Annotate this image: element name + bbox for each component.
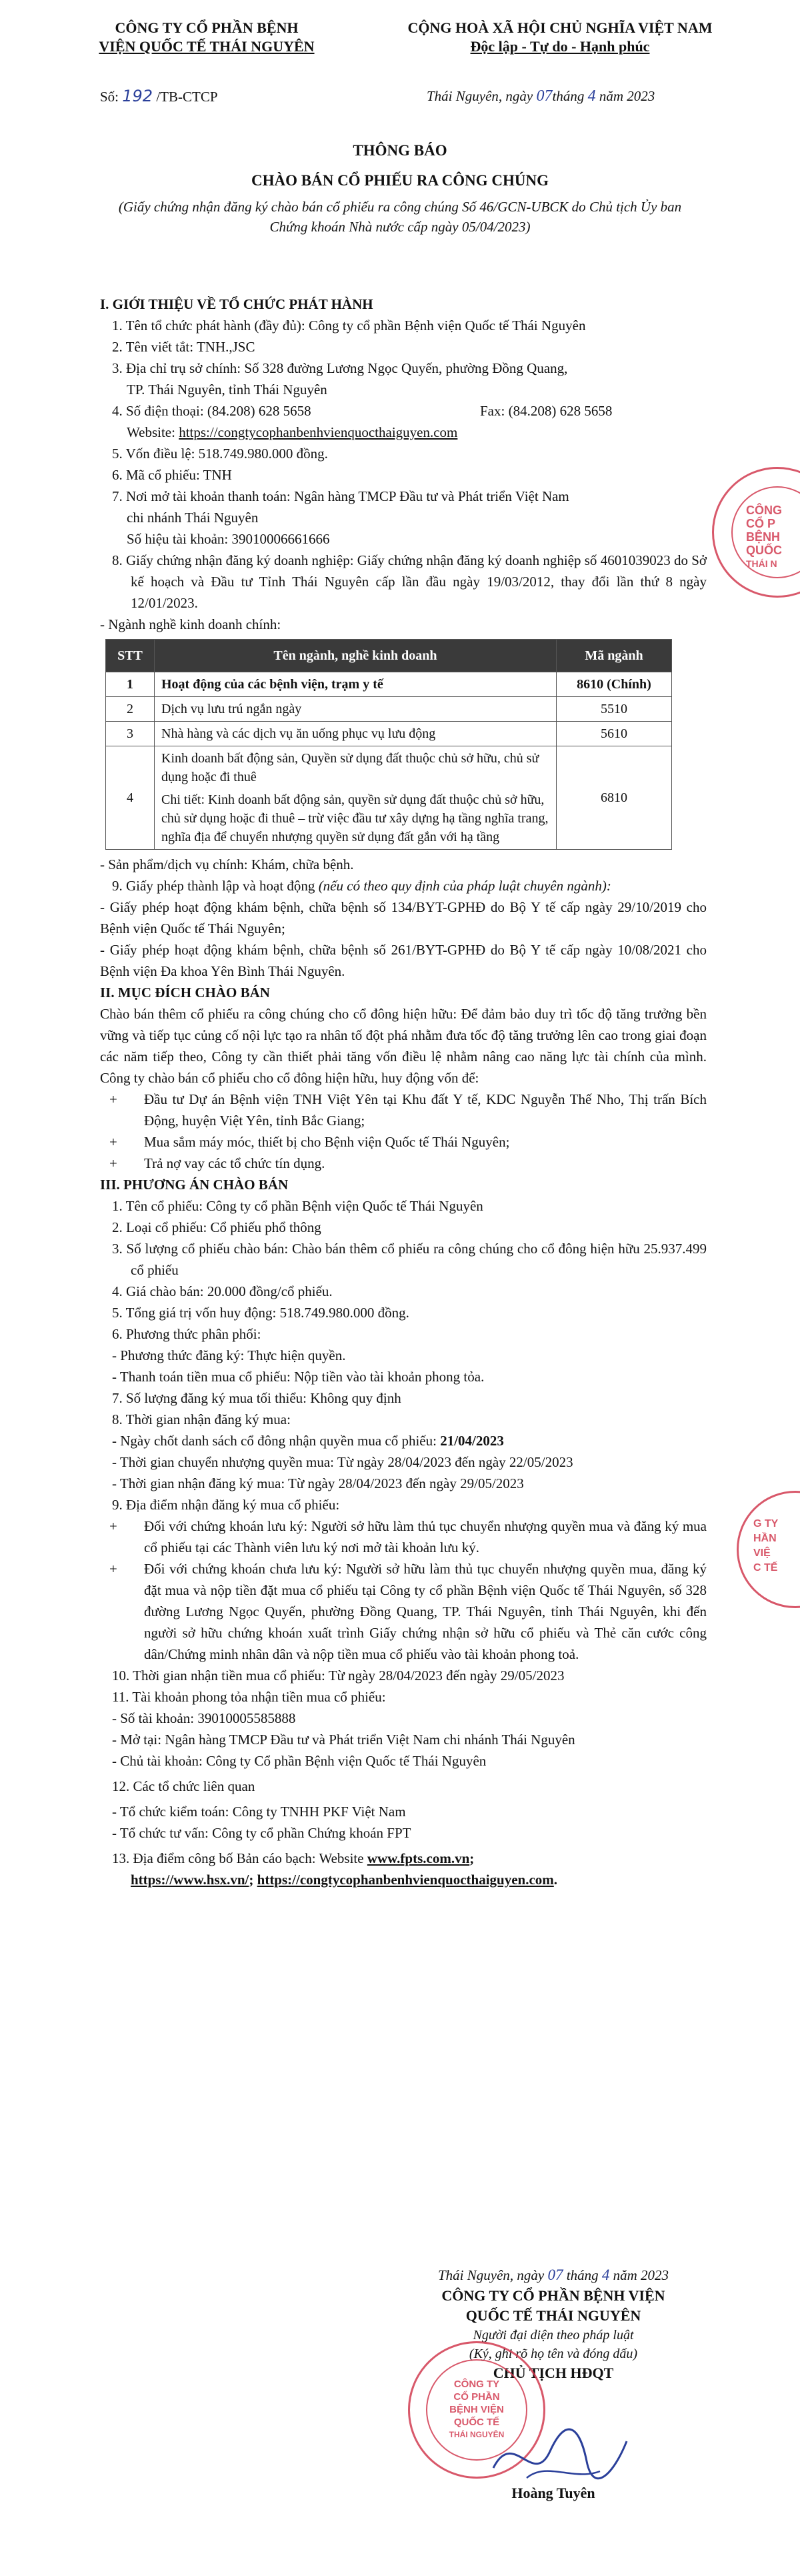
s3-item-7: 7. Số lượng đăng ký mua tối thiểu: Không quy định bbox=[112, 1390, 401, 1406]
handwritten-day: 07 bbox=[536, 87, 553, 105]
s1-item-3-cont: TP. Thái Nguyên, tỉnh Thái Nguyên bbox=[127, 382, 327, 398]
document-number: Số: 192 /TB-CTCP bbox=[100, 87, 218, 105]
table-row: 2 Dịch vụ lưu trú ngắn ngày 5510 bbox=[106, 697, 672, 722]
s3-item-3: 3. Số lượng cổ phiếu chào bán: Chào bán thêm cổ phiếu ra công chúng cho cổ đông hiện hữu 25.937.499 cổ phiếu bbox=[112, 1241, 707, 1278]
s3-item-6: 6. Phương thức phân phối: bbox=[112, 1326, 261, 1342]
s3-item-9a: + Đối với chứng khoán lưu ký: Người sở hữu làm thủ tục chuyển nhượng quyền mua và đăng ký mua cổ phiếu tại các Thành viên lưu ký nơi mở tài khoản lưu ký. bbox=[109, 1518, 707, 1555]
sign-rep: Người đại diện theo pháp luật bbox=[473, 2328, 634, 2343]
s3-item-12b: - Tổ chức tư vấn: Công ty cổ phần Chứng khoán FPT bbox=[112, 1825, 411, 1841]
doc-subtitle: (Giấy chứng nhận đăng ký chào bán cổ phiếu ra công chúng Số 46/GCN-UBCK do Chủ tịch Ủy ban Chứng khoán Nhà nước cấp ngày 05/04/2023) bbox=[118, 199, 682, 235]
nation-header bbox=[373, 19, 747, 56]
s1-item-7: 7. Nơi mở tài khoản thanh toán: Ngân hàng TMCP Đầu tư và Phát triển Việt Nam bbox=[112, 488, 569, 504]
s1-item-8: 8. Giấy chứng nhận đăng ký doanh nghiệp: Giấy chứng nhận đăng ký doanh nghiệp số 4601039023 do Sở kế hoạch và Đầu tư Tỉnh Thái Nguyên cấp lần đầu ngày 19/03/2012, thay đổi lần thứ 8 ngày 12/01/2023. bbox=[112, 552, 707, 611]
sign-position: CHỦ TỊCH HĐQT bbox=[493, 2365, 614, 2381]
s3-item-8: 8. Thời gian nhận đăng ký mua: bbox=[112, 1411, 291, 1427]
col-stt: STT bbox=[106, 640, 155, 672]
sign-date: Thái Nguyên, ngày 07 tháng 4 năm 2023 bbox=[438, 2267, 669, 2283]
fpts-link[interactable]: www.fpts.com.vn bbox=[367, 1850, 470, 1866]
business-table bbox=[105, 639, 672, 850]
s1-item-9: 9. Giấy phép thành lập và hoạt động (nếu có theo quy định của pháp luật chuyên ngành): bbox=[112, 878, 611, 894]
table-row: 4 Kinh doanh bất động sản, Quyền sử dụng đất thuộc chủ sở hữu, chủ sử dụng hoặc đi thuê Chi tiết: Kinh doanh bất động sản, quyền sử dụng đất thuộc chủ sở hữu, chủ sử dụng hoặc đi thuê – trừ việc đầu tư xây dựng hạ tầng nghĩa trang, nghĩa địa để chuyển nhượng quyền sử dụng đất gắn với hạ tầng 6810 bbox=[106, 746, 672, 850]
section-2-heading: II. MỤC ĐÍCH CHÀO BÁN bbox=[100, 985, 270, 1001]
s2-bullet-2: + Mua sắm máy móc, thiết bị cho Bệnh viện Quốc tế Thái Nguyên; bbox=[109, 1134, 510, 1150]
s3-item-11: 11. Tài khoản phong tỏa nhận tiền mua cổ phiếu: bbox=[112, 1689, 386, 1705]
s1-item-5: 5. Vốn điều lệ: 518.749.980.000 đồng. bbox=[112, 446, 328, 462]
s1-item-7-account: Số hiệu tài khoản: 39010006661666 bbox=[127, 531, 330, 547]
website-link[interactable]: https://congtycophanbenhvienquocthaiguyen.com bbox=[179, 424, 458, 440]
row-4-detail: Chi tiết: Kinh doanh bất động sản, quyền sử dụng đất thuộc chủ sở hữu, chủ sử dụng hoặc đi thuê – trừ việc đầu tư xây dựng hạ tầng nghĩa trang, nghĩa địa để chuyển nhượng quyền sử dụng đất gắn với hạ tầng bbox=[161, 792, 549, 844]
s1-item-2: 2. Tên viết tắt: TNH.,JSC bbox=[112, 339, 255, 355]
handwritten-signature bbox=[487, 2415, 633, 2495]
s3-item-5: 5. Tổng giá trị vốn huy động: 518.749.980.000 đồng. bbox=[112, 1305, 409, 1321]
company-stamp-signature: CÔNG TY CỔ PHẦN BỆNH VIỆN QUỐC TẾ THÁI NGUYÊN bbox=[408, 2341, 545, 2479]
s1-item-4: 4. Số điện thoại: (84.208) 628 5658 Fax: (84.208) 628 5658 bbox=[100, 400, 707, 422]
table-row: 1 Hoạt động của các bệnh viện, trạm y tế 8610 (Chính) bbox=[106, 672, 672, 697]
s3-item-9b: + Đối với chứng khoán chưa lưu ký: Người sở hữu làm thủ tục chuyển nhượng quyền mua, đăng ký đặt mua và nộp tiền đặt mua cổ phiếu tại Công ty cổ phần Bệnh viện Quốc tế Thái Nguyên, số 328 đường Lương Ngọc Quyến, phường Đồng Quang, TP. Thái Nguyên, tỉnh Thái Nguyên, khi đến người sở hữu chứng khoán xuất trình Giấy chứng nhận sở hữu cổ phiếu và Thẻ căn cước công dân/Chứng minh nhân dân và nộp tiền mua cổ phiếu vào tài khoản phong toả. bbox=[109, 1561, 707, 1662]
s2-bullet-3: + Trả nợ vay các tổ chức tín dụng. bbox=[109, 1155, 325, 1171]
doc-title: THÔNG BÁO bbox=[353, 142, 447, 159]
sign-name: Hoàng Tuyên bbox=[511, 2485, 595, 2501]
place-date: Thái Nguyên, ngày 07tháng 4 năm 2023 bbox=[427, 87, 655, 105]
s3-item-1: 1. Tên cổ phiếu: Công ty cổ phần Bệnh viện Quốc tế Thái Nguyên bbox=[112, 1198, 483, 1214]
s3-item-11b: - Mở tại: Ngân hàng TMCP Đầu tư và Phát triển Việt Nam chi nhánh Thái Nguyên bbox=[112, 1732, 575, 1748]
s1-item-3: 3. Địa chỉ trụ sở chính: Số 328 đường Lương Ngọc Quyến, phường Đồng Quang, bbox=[112, 360, 568, 376]
s1-item-6: 6. Mã cổ phiếu: TNH bbox=[112, 467, 232, 483]
s3-item-11c: - Chủ tài khoản: Công ty Cổ phần Bệnh viện Quốc tế Thái Nguyên bbox=[112, 1753, 487, 1769]
fax: Fax: (84.208) 628 5658 bbox=[480, 403, 613, 419]
col-name: Tên ngành, nghề kinh doanh bbox=[155, 640, 557, 672]
biz-label: - Ngành nghề kinh doanh chính: bbox=[100, 616, 281, 632]
company-name-line2: VIỆN QUỐC TẾ THÁI NGUYÊN bbox=[99, 38, 315, 55]
nation-name: CỘNG HOÀ XÃ HỘI CHỦ NGHĨA VIỆT NAM bbox=[407, 19, 713, 36]
products-line: - Sản phẩm/dịch vụ chính: Khám, chữa bệnh. bbox=[100, 856, 354, 872]
company-stamp-top: CÔNG CỔ P BỆNH QUỐC THÁI N bbox=[712, 467, 800, 598]
section-1-heading: I. GIỚI THIỆU VỀ TỔ CHỨC PHÁT HÀNH bbox=[100, 296, 373, 312]
section-3-heading: III. PHƯƠNG ÁN CHÀO BÁN bbox=[100, 1177, 289, 1193]
col-code: Mã ngành bbox=[557, 640, 672, 672]
s2-bullet-1: + Đầu tư Dự án Bệnh viện TNH Việt Yên tại Khu đất Y tế, KDC Nguyễn Thế Nho, Thị trấn Bích Động, huyện Việt Yên, tỉnh Bắc Giang; bbox=[109, 1091, 707, 1129]
company-header bbox=[67, 19, 347, 56]
company-name-line1: CÔNG TY CỔ PHẦN BỆNH bbox=[115, 19, 299, 36]
page-seal-stamp: G TY HẦN VIỆ C TẾ bbox=[737, 1491, 800, 1608]
s3-item-12: 12. Các tổ chức liên quan bbox=[112, 1778, 255, 1794]
sign-company-2: QUỐC TẾ THÁI NGUYÊN bbox=[465, 2307, 641, 2324]
s3-item-6a: - Phương thức đăng ký: Thực hiện quyền. bbox=[112, 1347, 346, 1363]
s3-item-9: 9. Địa điểm nhận đăng ký mua cổ phiếu: bbox=[112, 1497, 340, 1513]
s1-item-7-cont: chi nhánh Thái Nguyên bbox=[127, 510, 259, 526]
s3-item-4: 4. Giá chào bán: 20.000 đồng/cổ phiếu. bbox=[112, 1283, 333, 1299]
document-body bbox=[100, 293, 707, 1890]
s2-paragraph: Chào bán thêm cổ phiếu ra công chúng cho cổ đông hiện hữu: Để đảm bảo duy trì tốc độ tăng trưởng bền vững và tiếp tục củng cố nội lực tạo ra nhân tố đột phá nhằm đưa tốc độ tăng trưởng lên cao trong giai đoạn các năm tiếp theo, Công ty cần thiết phải tăng vốn điều lệ nhằm nâng cao năng lực tài chính của mình. Công ty chào bán cổ phiếu cho cổ đông hiện hữu, huy động vốn để: bbox=[100, 1006, 707, 1086]
s1-website: Website: https://congtycophanbenhvienquocthaiguyen.com bbox=[127, 424, 458, 440]
license-1: - Giấy phép hoạt động khám bệnh, chữa bệnh số 134/BYT-GPHĐ do Bộ Y tế cấp ngày 29/10/2019 cho Bệnh viện Quốc tế Thái Nguyên; bbox=[100, 899, 707, 936]
s3-item-6b: - Thanh toán tiền mua cổ phiếu: Nộp tiền vào tài khoản phong tỏa. bbox=[112, 1369, 485, 1385]
sign-company-1: CÔNG TY CỔ PHẦN BỆNH VIỆN bbox=[441, 2287, 665, 2304]
s3-item-11a: - Số tài khoản: 39010005585888 bbox=[112, 1710, 296, 1726]
s3-item-2: 2. Loại cổ phiếu: Cổ phiếu phổ thông bbox=[112, 1219, 321, 1235]
s3-item-8b: - Thời gian chuyển nhượng quyền mua: Từ ngày 28/04/2023 đến ngày 22/05/2023 bbox=[112, 1454, 573, 1470]
s3-item-13: 13. Địa điểm công bố Bản cáo bạch: Website www.fpts.com.vn; bbox=[112, 1850, 475, 1866]
row-4-name: Kinh doanh bất động sản, Quyền sử dụng đất thuộc chủ sở hữu, chủ sử dụng hoặc đi thuê bbox=[161, 751, 539, 784]
s3-item-10: 10. Thời gian nhận tiền mua cổ phiếu: Từ ngày 28/04/2023 đến ngày 29/05/2023 bbox=[112, 1668, 565, 1684]
hsx-link[interactable]: https://www.hsx.vn/ bbox=[131, 1872, 249, 1888]
s3-item-12a: - Tổ chức kiểm toán: Công ty TNHH PKF Việt Nam bbox=[112, 1804, 406, 1820]
s3-item-8a: - Ngày chốt danh sách cổ đông nhận quyền mua cổ phiếu: 21/04/2023 bbox=[112, 1433, 504, 1449]
s3-item-8c: - Thời gian nhận đăng ký mua: Từ ngày 28/04/2023 đến ngày 29/05/2023 bbox=[112, 1475, 524, 1491]
s1-item-1: 1. Tên tổ chức phát hành (đầy đủ): Công ty cổ phần Bệnh viện Quốc tế Thái Nguyên bbox=[112, 317, 586, 334]
sign-note: (Ký, ghi rõ họ tên và đóng dấu) bbox=[469, 2347, 638, 2361]
company-site-link[interactable]: https://congtycophanbenhvienquocthaiguyen.com bbox=[257, 1872, 554, 1888]
license-2: - Giấy phép hoạt động khám bệnh, chữa bệnh số 261/BYT-GPHĐ do Bộ Y tế cấp ngày 10/08/2021 cho Bệnh viện Đa khoa Yên Bình Thái Nguyên. bbox=[100, 942, 707, 979]
s3-item-13-cont: https://www.hsx.vn/; https://congtycophanbenhvienquocthaiguyen.com. bbox=[131, 1872, 558, 1888]
doc-subject: CHÀO BÁN CỔ PHIẾU RA CÔNG CHÚNG bbox=[251, 172, 549, 189]
table-row: 3 Nhà hàng và các dịch vụ ăn uống phục vụ lưu động 5610 bbox=[106, 722, 672, 746]
handwritten-month: 4 bbox=[587, 87, 596, 105]
handwritten-number: 192 bbox=[122, 87, 153, 105]
nation-motto: Độc lập - Tự do - Hạnh phúc bbox=[470, 38, 650, 55]
